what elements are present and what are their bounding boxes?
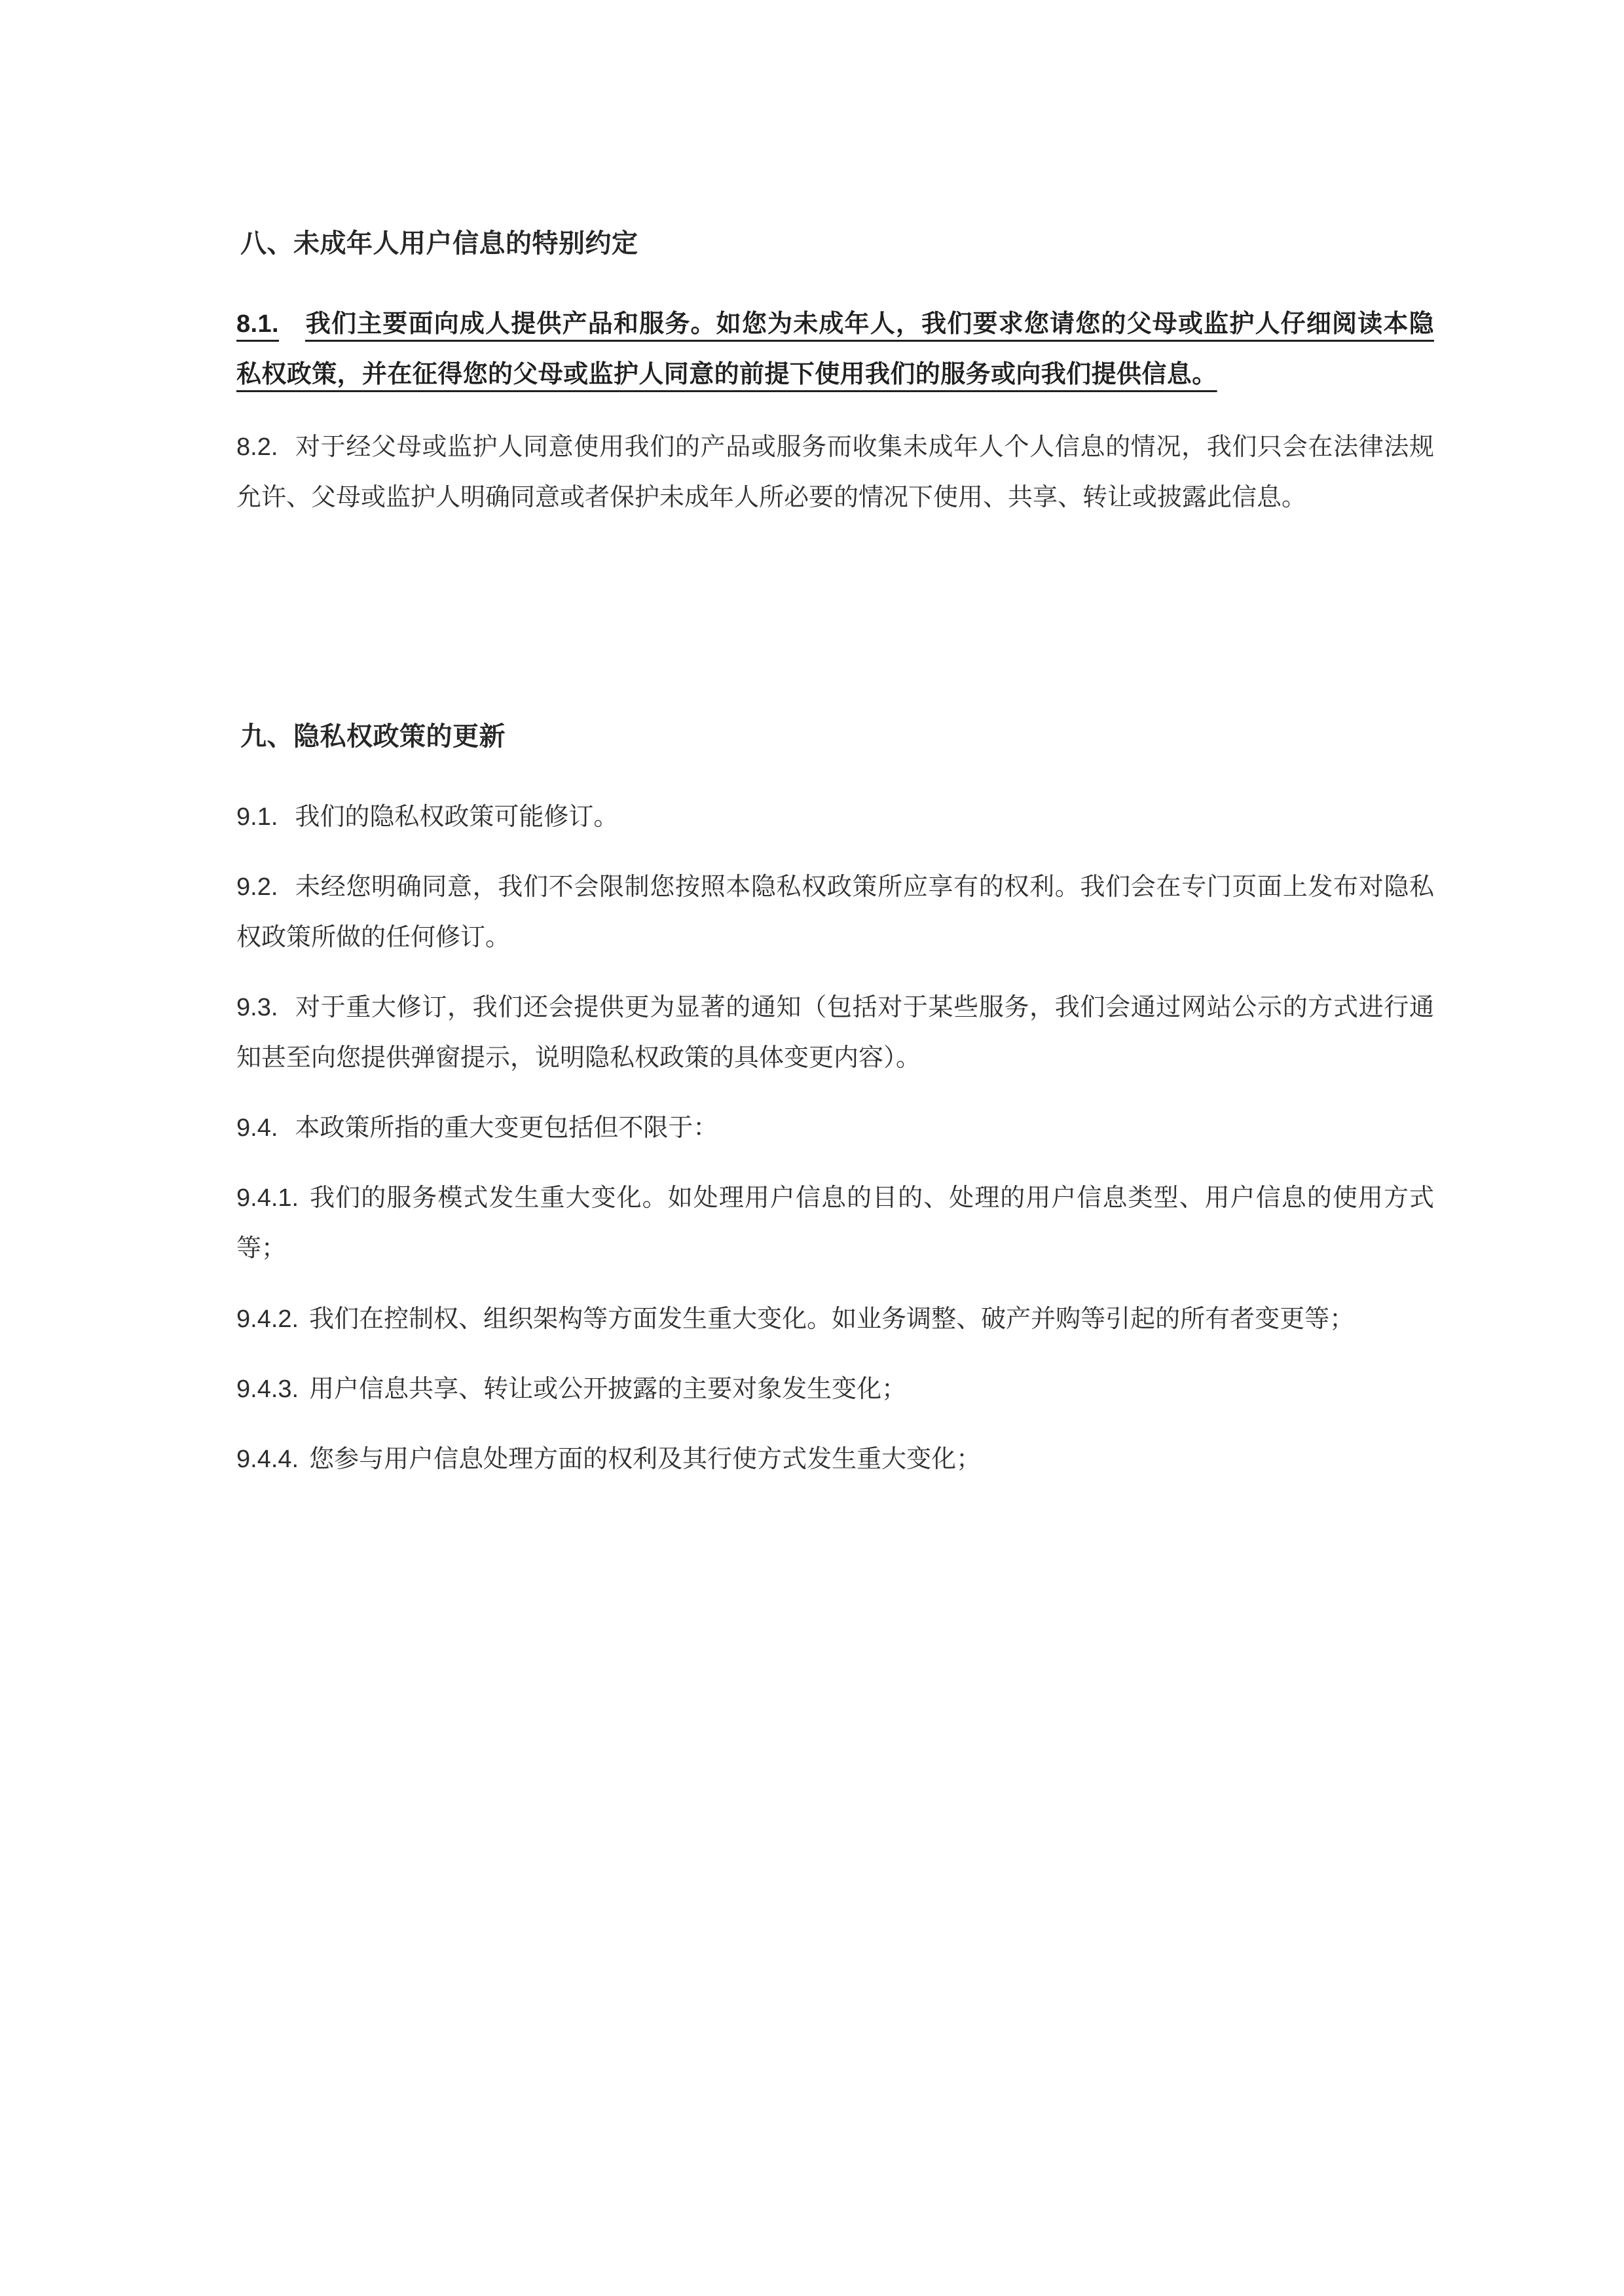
paragraph-text-9-4: 本政策所指的重大变更包括但不限于： bbox=[295, 1114, 718, 1142]
paragraph-8-2 bbox=[226, 422, 1434, 523]
paragraph-text-8-2: 对于经父母或监护人同意使用我们的产品或服务而收集未成年人个人信息的情况，我们只会在法律法规允许、父母或监护人明确同意或者保护未成年人所必要的情况下使用、共享、转让或披露此信息。 bbox=[236, 433, 1434, 512]
paragraph-9-1 bbox=[226, 792, 1434, 843]
paragraph-number-9-4-2: 9.4.2. bbox=[236, 1305, 299, 1333]
paragraph-number-8-1: 8.1. bbox=[236, 310, 279, 338]
paragraph-number-9-1: 9.1. bbox=[236, 803, 278, 831]
paragraph-number-9-3: 9.3. bbox=[236, 993, 278, 1021]
paragraph-8-1 bbox=[226, 299, 1434, 400]
paragraph-number-9-4-3: 9.4.3. bbox=[236, 1375, 299, 1403]
paragraph-text-9-4-3: 用户信息共享、转让或公开披露的主要对象发生变化； bbox=[309, 1375, 907, 1403]
paragraph-text-9-1: 我们的隐私权政策可能修订。 bbox=[295, 803, 619, 831]
paragraph-number-9-2: 9.2. bbox=[236, 873, 278, 901]
paragraph-9-4-3 bbox=[226, 1364, 1434, 1415]
section-heading-9: 九、隐私权政策的更新 bbox=[240, 721, 506, 751]
paragraph-9-2 bbox=[226, 862, 1434, 963]
paragraph-text-8-1: 我们主要面向成人提供产品和服务。如您为未成年人，我们要求您请您的父母或监护人仔细阅读本隐私权政策，并在征得您的父母或监护人同意的前提下使用我们的服务或向我们提供信息。 bbox=[236, 310, 1434, 389]
paragraph-text-9-4-2: 我们在控制权、组织架构等方面发生重大变化。如业务调整、破产并购等引起的所有者变更等； bbox=[309, 1305, 1355, 1333]
section-spacer bbox=[226, 543, 1434, 621]
paragraph-9-4-2 bbox=[226, 1294, 1434, 1345]
paragraph-text-9-3: 对于重大修订，我们还会提供更为显著的通知（包括对于某些服务，我们会通过网站公示的方式进行通知甚至向您提供弹窗提示，说明隐私权政策的具体变更内容）。 bbox=[236, 993, 1434, 1072]
paragraph-text-9-4-1: 我们的服务模式发生重大变化。如处理用户信息的目的、处理的用户信息类型、用户信息的使用方式等； bbox=[236, 1184, 1434, 1263]
paragraph-9-4-1 bbox=[226, 1173, 1434, 1274]
document-body bbox=[226, 226, 1434, 1485]
paragraph-number-9-4: 9.4. bbox=[236, 1114, 278, 1142]
paragraph-number-9-4-4: 9.4.4. bbox=[236, 1445, 299, 1473]
paragraph-9-3 bbox=[226, 983, 1434, 1084]
paragraph-text-9-2: 未经您明确同意，我们不会限制您按照本隐私权政策所应享有的权利。我们会在专门页面上发布对隐私权政策所做的任何修订。 bbox=[236, 873, 1434, 951]
paragraph-9-4 bbox=[226, 1103, 1434, 1154]
paragraph-number-9-4-1: 9.4.1. bbox=[236, 1184, 299, 1212]
paragraph-9-4-4 bbox=[226, 1434, 1434, 1485]
paragraph-text-9-4-4: 您参与用户信息处理方面的权利及其行使方式发生重大变化； bbox=[309, 1445, 982, 1473]
section-heading-8: 八、未成年人用户信息的特别约定 bbox=[240, 229, 638, 258]
paragraph-number-8-2: 8.2. bbox=[236, 433, 278, 462]
